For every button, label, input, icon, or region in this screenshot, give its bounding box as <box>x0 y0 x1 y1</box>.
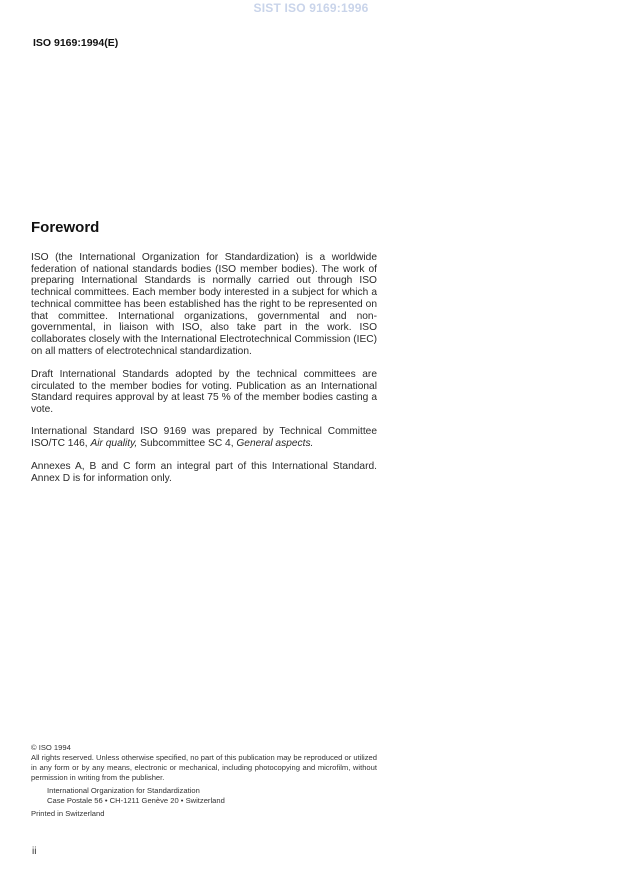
organization-name: International Organization for Standardization <box>47 786 200 795</box>
document-identifier: ISO 9169:1994(E) <box>33 37 119 49</box>
page-number: ii <box>32 846 37 857</box>
foreword-paragraph-4: Annexes A, B and C form an integral part of this International Standard. Annex D is for information only. <box>31 461 377 484</box>
copyright-line: © ISO 1994 <box>31 743 71 752</box>
committee-title: Air quality, <box>90 437 138 449</box>
rights-statement: All rights reserved. Unless otherwise specified, no part of this publication may be reproduced or utilized in any form or by any means, electronic or mechanical, including photocopying and microfilm, without permission in writing from the publisher. <box>31 753 377 782</box>
organization-address: Case Postale 56 • CH-1211 Genève 20 • Switzerland <box>47 796 225 805</box>
foreword-paragraph-2: Draft International Standards adopted by the technical committees are circulated to the member bodies for voting. Publication as an International Standard requires approval by at least 75 % of the member bodies casting a vote. <box>31 369 377 416</box>
copyright-block <box>31 743 377 819</box>
printed-location: Printed in Switzerland <box>31 809 105 818</box>
paragraph-3-text-b: Subcommittee SC 4, <box>137 437 237 449</box>
foreword-paragraph-1: ISO (the International Organization for Standardization) is a worldwide federation of national standards bodies (ISO member bodies). The work of preparing International Standards is normally carried out through ISO technical committees. Each member body interested in a subject for which a technical committee has been established has the right to be represented on that committee. International organizations, governmental and non-governmental, in liaison with ISO, also take part in the work. ISO collaborates closely with the International Electrotechnical Commission (IEC) on all matters of electrotechnical standardization. <box>31 252 377 357</box>
paragraph-3-text-a: International Standard ISO 9169 was prepared by Technical Committee ISO/TC 146, <box>31 426 377 449</box>
subcommittee-title: General aspects. <box>236 437 314 449</box>
watermark-text: SIST ISO 9169:1996 <box>253 1 369 15</box>
foreword-paragraph-3 <box>31 426 377 449</box>
foreword-heading: Foreword <box>31 219 100 236</box>
